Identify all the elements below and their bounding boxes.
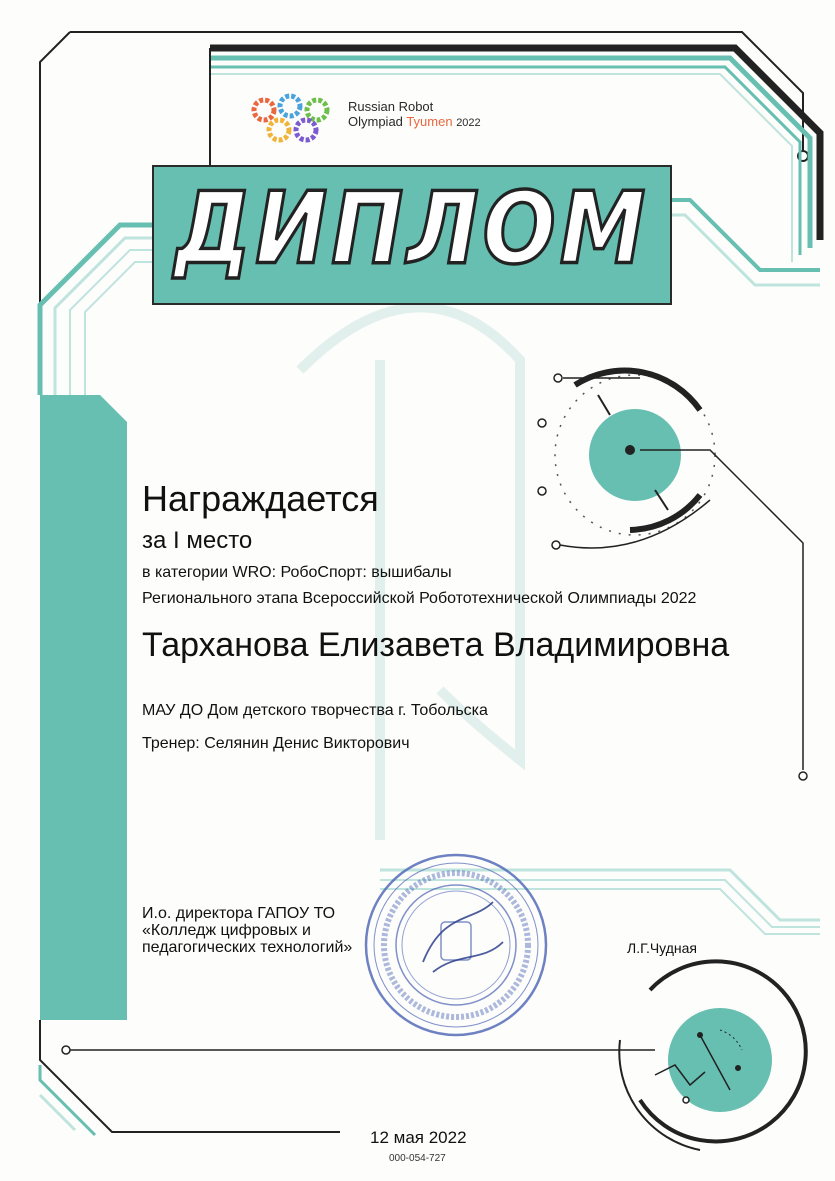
recipient-name: Тарханова Елизавета Владимировна: [142, 626, 730, 664]
logo-text: [348, 99, 481, 131]
organization-text: МАУ ДО Дом детского творчества г. Тобольска: [142, 702, 488, 719]
stage-text: Регионального этапа Всероссийской Робототехнической Олимпиады 2022: [142, 590, 697, 607]
awarded-heading: Награждается: [142, 478, 379, 519]
logo-year: 2022: [456, 117, 481, 129]
official-stamp-icon: [363, 852, 549, 1038]
logo-line2: [348, 114, 481, 131]
diploma-title: ДИПЛОМ: [174, 171, 650, 287]
coach-text: Тренер: Селянин Денис Викторович: [142, 735, 410, 752]
gears-logo-icon: [251, 92, 346, 146]
title-banner: [152, 165, 672, 305]
serial-number: 000-054-727: [389, 1153, 446, 1164]
logo-word: Olympiad: [348, 114, 403, 129]
place-text: за I место: [142, 527, 253, 554]
signatory-name: Л.Г.Чудная: [627, 940, 697, 956]
logo-city: Tyumen: [406, 114, 453, 129]
logo-line1: Russian Robot: [348, 99, 434, 114]
category-text: в категории WRO: РобоСпорт: вышибалы: [142, 564, 452, 581]
olympiad-logo: [251, 92, 511, 148]
issue-date: 12 мая 2022: [370, 1128, 467, 1147]
signatory-title: И.о. директора ГАПОУ ТО «Колледж цифровых и педагогических технологий»: [142, 905, 353, 956]
